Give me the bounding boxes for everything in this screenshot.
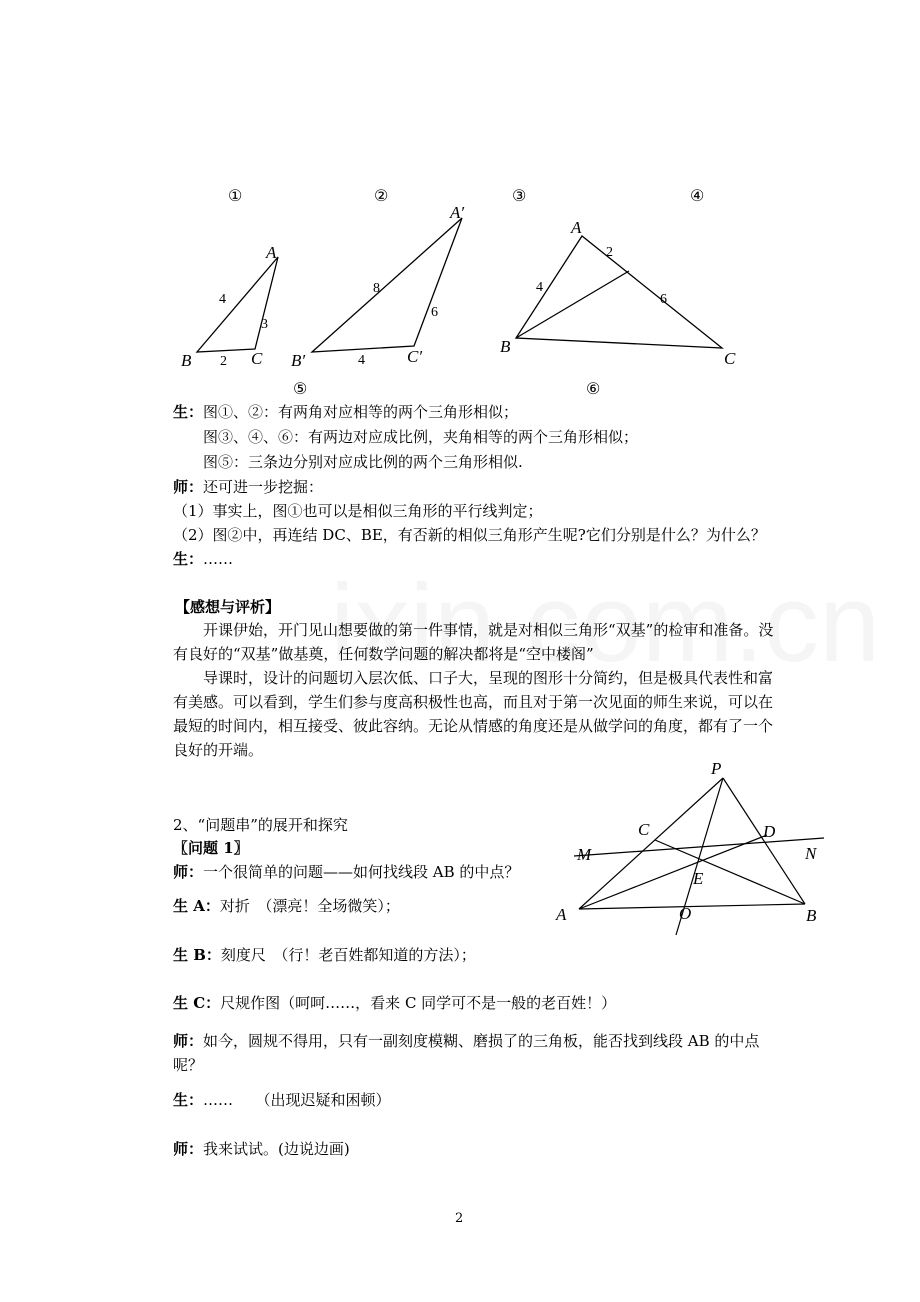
student-answer-line3: 图⑤：三条边分别对应成比例的两个三角形相似. [203, 453, 523, 471]
triangles-figure [0, 0, 920, 400]
speaker-student: 生： [173, 1091, 204, 1109]
figure-number-4: ④ [690, 186, 705, 205]
speaker-teacher: 师： [173, 478, 204, 496]
review-paragraph-1: 开课伊始，开门见山想要做的第一件事情，就是对相似三角形“双基”的检审和准备。没有良好的“双基”做基奠，任何数学问题的解决都将是“空中楼阁” [173, 621, 774, 663]
tri3-side-2: 2 [606, 245, 613, 260]
tri3-label-a: A [571, 218, 582, 237]
figure-number-3: ③ [512, 186, 527, 205]
point-label-p: P [711, 759, 722, 778]
section-title: 2、“问题串”的展开和探究 [173, 816, 348, 834]
point-label-b: B [806, 906, 817, 925]
speaker-teacher: 师： [173, 1032, 204, 1050]
tri1-side-ac: 3 [261, 317, 268, 332]
point-label-e: E [693, 869, 704, 888]
point-label-c: C [638, 820, 650, 839]
figure-number-6: ⑥ [586, 379, 601, 398]
tri3-label-c: C [724, 349, 736, 368]
speaker-teacher: 师： [173, 1140, 204, 1158]
point-1: （1）事实上，图①也可以是相似三角形的平行线判定； [173, 502, 543, 520]
point-2: （2）图②中，再连结 DC、BE，有否新的相似三角形产生呢?它们分别是什么？为什么？ [173, 526, 766, 544]
point-label-m: M [577, 845, 592, 864]
speaker-teacher: 师： [173, 863, 204, 881]
triangle-3 [516, 236, 722, 348]
tri1-side-bc: 2 [220, 354, 227, 369]
point-label-n: N [805, 844, 817, 863]
review-paragraph-2: 导课时，设计的问题切入层次低、口子大，呈现的图形十分简约，但是极具代表性和富有美感。可以看到，学生们参与度高积极性也高，而且对于第一次见面的师生来说，可以在最短的时间内，相互接受、彼此容纳。无论从情感的角度还是从做学问的角度，都有了一个良好的开端。 [173, 669, 774, 759]
student-c-answer: 生 C：尺规作图（呵呵……，看来 C 同学可不是一般的老百姓！） [173, 994, 617, 1012]
speaker-student-b: 生 B： [173, 946, 221, 964]
midpoint-figure [540, 755, 840, 945]
triangle-1 [197, 257, 278, 352]
tri2-side-ac: 6 [431, 305, 438, 320]
point-label-o: O [679, 904, 692, 923]
page-number: 2 [455, 1211, 464, 1226]
speaker-student: 生： [173, 550, 204, 568]
tri3-side-6: 6 [660, 292, 667, 307]
teacher-line: 师：还可进一步挖掘： [173, 478, 324, 496]
tri1-label-a: A [266, 243, 277, 262]
student-b-answer: 生 B：刻度尺 （行！老百姓都知道的方法）； [173, 946, 476, 964]
speaker-student-a: 生 A： [173, 897, 220, 915]
student-answer-line1: 生：图①、②：有两角对应相等的两个三角形相似； [173, 403, 519, 421]
student-answer-line2: 图③、④、⑥：有两边对应成比例，夹角相等的两个三角形相似； [203, 428, 639, 446]
point-label-a: A [556, 905, 567, 924]
teacher-try: 师：我来试试。(边说边画) [173, 1140, 350, 1158]
student-ellipsis-line: 生：…… [173, 550, 234, 568]
tri2-side-ab: 8 [373, 281, 380, 296]
point-label-d: D [763, 822, 776, 841]
figure-number-5: ⑤ [293, 379, 308, 398]
teacher-challenge: 师：如今，圆规不得用，只有一副刻度模糊、磨损了的三角板，能否找到线段 AB 的中点呢？ [173, 1032, 760, 1074]
tri1-label-c: C [251, 349, 263, 368]
tri2-label-a: A′ [450, 203, 465, 222]
student-a-answer: 生 A：对折 （漂亮！全场微笑）； [173, 897, 400, 915]
speaker-student-c: 生 C： [173, 994, 221, 1012]
triangle-2 [312, 218, 462, 352]
question-1-label: 〖问题 1〗 [173, 839, 249, 857]
tri2-label-b: B′ [291, 351, 306, 370]
teacher-question: 师：一个很简单的问题——如何找线段 AB 的中点？ [173, 863, 520, 881]
figure-number-1: ① [228, 186, 243, 205]
review-heading: 【感想与评析】 [175, 598, 281, 616]
figure-number-2: ② [374, 186, 389, 205]
tri3-side-4: 4 [536, 280, 543, 295]
tri2-label-c: C′ [407, 347, 423, 366]
tri2-side-bc: 4 [358, 353, 365, 368]
student-hesitation: 生：…… （出现迟疑和困顿） [173, 1091, 391, 1109]
tri1-label-b: B [181, 351, 192, 370]
tri1-side-ab: 4 [219, 292, 226, 307]
tri3-label-b: B [500, 337, 511, 356]
speaker-student: 生： [173, 403, 204, 421]
